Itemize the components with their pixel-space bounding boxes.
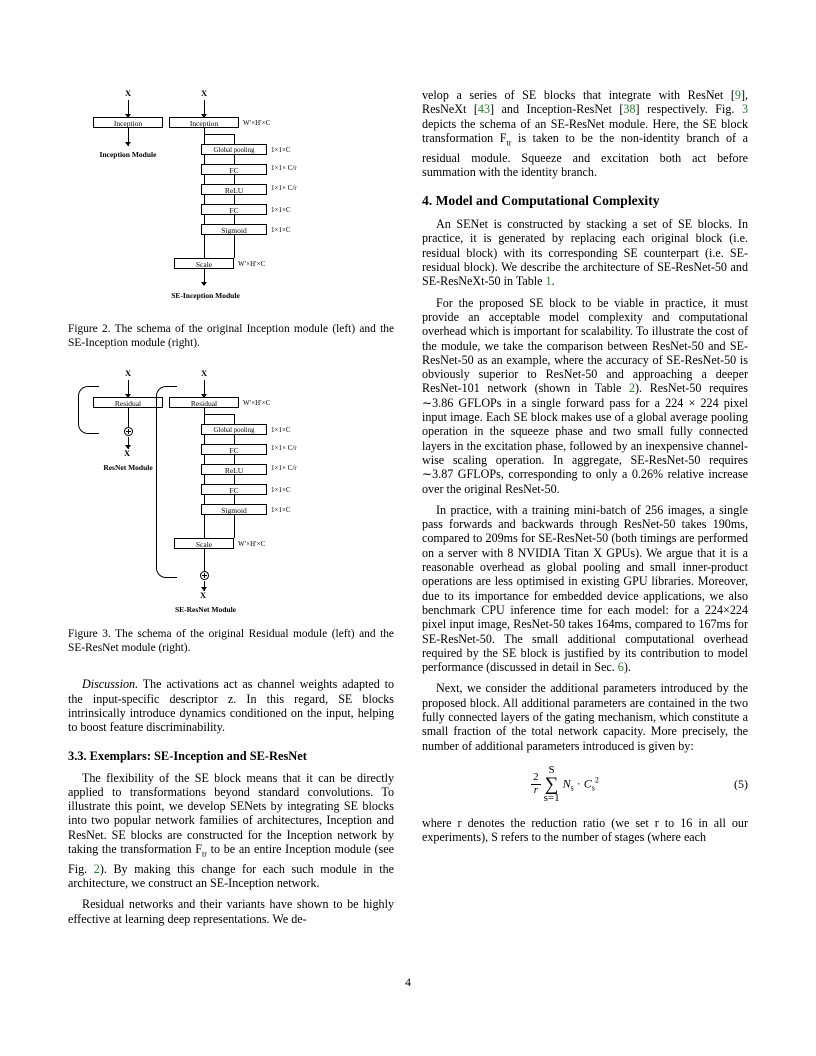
fig3-right-dim-residual: W′×H′×C [243, 399, 271, 408]
right-paragraph-5: Next, we consider the additional parameters introduced by the proposed block. All additional parameters are contained in the two fully connected layers of the gating mechanism, which constitute a small fraction of the total network capacity. More precisely, the number of additional parameters introduced is given by: [422, 681, 748, 753]
fig3-right-input-label: X [201, 368, 208, 379]
left-paragraph-2: Residual networks and their variants have shown to be highly effective at learning deep representations. We de- [68, 897, 394, 926]
fig2-right-branch-h [204, 134, 234, 135]
two-column-layout [68, 88, 748, 926]
fig3-right-out-line [204, 549, 205, 571]
right-paragraph-6: where r denotes the reduction ratio (we set r to 16 in all our experiments), S refers to the number of stages (where each [422, 815, 748, 845]
subsection-title-3-3: 3.3. Exemplars: SE-Inception and SE-ResNet [68, 748, 307, 763]
fig2-right-l5 [234, 235, 235, 258]
citation-43[interactable]: 43 [477, 102, 490, 117]
fig3-right-block-fc2: FC [201, 484, 267, 495]
right-p1-d: ] respectively. Fig. [635, 102, 742, 117]
fig2-right-l4 [234, 215, 235, 224]
fig-ref-3[interactable]: 3 [741, 102, 749, 117]
figure-2 [68, 88, 394, 313]
fig3-right-l2 [234, 455, 235, 464]
fig3-right-l4 [234, 495, 235, 504]
citation-9[interactable]: 9 [734, 88, 741, 102]
fig3-right-dim-globalpool: 1×1×C [271, 426, 291, 435]
fig2-left-block-inception: Inception [93, 117, 163, 128]
fig2-left-input-label: X [125, 88, 132, 98]
fig2-right-input-label: X [201, 88, 208, 98]
discussion-lead: Discussion. [82, 677, 139, 692]
fig3-right-block-relu: ReLU [201, 464, 267, 475]
right-paragraph-1 [422, 88, 748, 179]
left-p1-a: The flexibility of the SE block means that it can be directly applied to transformations beyond standard convolutions. To illustrate this point, we develop SENets by integrating SE blocks into two popular network families of architectures, Inception and ResNet. SE blocks are constructed for the Inception network by taking the transformation F [68, 770, 394, 857]
table-ref-1[interactable]: 1 [545, 274, 552, 289]
equation-c-sub: s [591, 783, 595, 793]
fig2-left-arrow-2 [125, 142, 131, 146]
left-paragraph-1 [68, 771, 394, 891]
fig3-right-sum-circle [200, 571, 209, 580]
right-p1-f: is taken to be the non-identity branch of a residual module. Squeeze and excitation both act before summation with the identity branch. [422, 130, 748, 179]
equation-5-formula [422, 765, 708, 804]
fig2-right-dim-relu: 1×1× C/r [271, 184, 297, 192]
fig2-right-module-name: SE-Inception Module [171, 291, 240, 300]
fig2-right-l1 [234, 155, 235, 164]
fig3-right-l5 [234, 515, 235, 538]
fig3-left-sum-circle [124, 427, 133, 436]
right-p1-e: depicts the schema of an SE-ResNet module. Here, the SE block transformation F [422, 116, 748, 145]
fig2-right-block-fc2: FC [201, 204, 267, 215]
fig-ref-2[interactable]: 2 [93, 861, 100, 876]
fig2-right-out-arrow [201, 282, 207, 286]
fig2-right-branch-v [234, 134, 235, 144]
right-paragraph-2 [422, 217, 748, 288]
fig3-left-module-name: ResNet Module [103, 463, 153, 473]
page-content [68, 88, 748, 968]
fig2-right-dim-sigmoid: 1×1×C [271, 226, 291, 234]
fig3-left-block-residual: Residual [93, 397, 163, 408]
figure-3 [68, 368, 394, 618]
fig3-right-block-scale: Scale [174, 538, 234, 549]
fig3-right-dim-fc1: 1×1× C/r [271, 444, 297, 453]
fig3-left-skip-curve [78, 386, 99, 434]
fig2-right-dim-inception: W′×H′×C [243, 119, 271, 127]
fig2-right-dim-fc2: 1×1×C [271, 206, 291, 214]
equation-frac-top: 2 [533, 771, 539, 784]
fig2-right-l3 [234, 195, 235, 204]
fig2-right-dim-scale: W′×H′×C [238, 260, 266, 268]
left-p1-sub: tr [202, 849, 207, 859]
fig3-right-l3 [234, 475, 235, 484]
equation-frac-bot: r [533, 783, 538, 796]
equation-fraction [531, 772, 541, 796]
fig3-right-output-label: X [200, 590, 207, 601]
fig2-right-block-fc1: FC [201, 164, 267, 175]
section-ref-6[interactable]: 6 [617, 660, 624, 675]
figure-3-caption: Figure 3. The schema of the original Residual module (left) and the SE-ResNet module (right). [68, 628, 394, 654]
figure-2-diagram [68, 88, 394, 313]
right-p3-b: ). ResNet-50 requires ∼3.86 GFLOPs in a single forward pass for a 224 × 224 pixel input image. Each SE block makes use of a global average pooling operation in the squeeze phase and two small fully connected layers in the excitation phase, followed by an inexpensive channel-wise scaling operation. In aggregate, SE-ResNet-50 requires ∼3.87 GFLOPs, corresponding to only a 0.26% relative increase over the original ResNet-50. [422, 381, 748, 496]
fig2-right-l2 [234, 175, 235, 184]
fig3-left-output-label: X [124, 448, 131, 459]
equation-dot: · [576, 776, 581, 791]
left-column [68, 88, 394, 926]
fig3-right-block-residual: Residual [169, 397, 239, 408]
right-p1-sub: tr [506, 138, 512, 148]
page-number: 4 [405, 975, 411, 989]
fig3-left-line-2 [128, 408, 129, 427]
fig3-right-module-name: SE-ResNet Module [174, 605, 237, 615]
fig3-right-skip-curve [156, 386, 177, 578]
equation-sum-top: S [548, 763, 555, 776]
discussion-paragraph [68, 677, 394, 734]
fig3-right-branch-v [234, 414, 235, 424]
fig2-right-block-inception: Inception [169, 117, 239, 128]
right-p3-a: For the proposed SE block to be viable in practice, it must provide an acceptable model complexity and computational overhead which is important for scalability. To illustrate the cost of the module, we take the comparison between ResNet-50 and SE-ResNet-50 as an example, where the accuracy of SE-ResNet-50 is obviously superior to ResNet-50 and approaching a deeper ResNet-101 network (shown in Table [422, 295, 748, 396]
equation-sum-symbol: ∑ [544, 773, 559, 795]
fig2-right-block-globalpool: Global pooling [201, 144, 267, 155]
table-ref-2[interactable]: 2 [628, 381, 636, 396]
fig3-right-dim-fc2: 1×1×C [271, 486, 291, 495]
right-p1-c: ] and Inception-ResNet [ [490, 102, 624, 117]
fig3-left-input-label: X [125, 368, 132, 379]
equation-sum-bottom: s=1 [543, 791, 560, 804]
fig3-right-dim-scale: W′×H′×C [238, 540, 266, 549]
figure-2-caption: Figure 2. The schema of the original Inception module (left) and the SE-Inception module (right). [68, 323, 394, 349]
right-p4-b: ). [623, 660, 631, 675]
equation-5-number: (5) [734, 776, 748, 791]
right-p1-b: ], ResNeXt [ [422, 88, 748, 117]
equation-n-var: N [562, 776, 571, 791]
section-title-4: 4. Model and Computational Complexity [422, 193, 660, 209]
fig2-right-block-scale: Scale [174, 258, 234, 269]
fig2-right-block-relu: ReLU [201, 184, 267, 195]
right-paragraph-3 [422, 296, 748, 496]
equation-summation [544, 765, 560, 804]
fig3-right-branch-h [204, 414, 234, 415]
left-p1-b: to be an entire Inception module (see Fig. [68, 842, 394, 876]
right-p2-a: An SENet is constructed by stacking a set of SE blocks. In practice, it is generated by replacing each original block (i.e. residual block) with its corresponding SE counterpart (i.e. SE-residual block). We describe the architecture of SE-ResNet-50 and SE-ResNeXt-50 in Table [422, 217, 748, 289]
fig2-left-module-name: Inception Module [99, 150, 157, 159]
equation-5 [422, 765, 748, 804]
fig3-right-dim-relu: 1×1× C/r [271, 464, 297, 473]
equation-c-var: C [583, 776, 592, 791]
discussion-body: The activations act as channel weights adapted to the input-specific descriptor z. In this regard, SE blocks intrinsically introduce dynamics conditioned on the input, helping to boost feature discriminability. [68, 677, 394, 735]
left-p1-c: ). By making this change for each such module in the architecture, we construct an SE-Inception network. [68, 861, 394, 891]
right-p1-a: velop a series of SE blocks that integrate with ResNet [ [422, 88, 735, 102]
equation-c-sup: 2 [594, 775, 599, 785]
right-column [422, 88, 748, 926]
fig3-right-block-sigmoid: Sigmoid [201, 504, 267, 515]
right-p4-a: In practice, with a training mini-batch of 256 images, a single pass forwards and backwards through ResNet-50 takes 190ms, compared to 209ms for SE-ResNet-50 (both timings are performed on a server with 8 NVIDIA Titan X GPUs). We argue that it is a reasonable overhead as global pooling and small inner-product operations are less optimised in existing GPU libraries. Moreover, due to its importance for embedded device applications, we also benchmark CPU inference time for each model: for a 224×224 pixel input image, ResNet-50 takes 164ms, compared to 167ms for SE-ResNet-50. The small additional computational overhead required by the SE block is justified by its contribution to model performance (discussed in detail in Sec. [422, 502, 748, 675]
fig2-right-dim-fc1: 1×1× C/r [271, 164, 297, 172]
right-p2-b: . [551, 274, 555, 289]
fig2-right-block-sigmoid: Sigmoid [201, 224, 267, 235]
fig3-right-l1 [234, 435, 235, 444]
fig3-right-block-globalpool: Global pooling [201, 424, 267, 435]
right-paragraph-4 [422, 503, 748, 675]
fig2-right-dim-globalpool: 1×1×C [271, 146, 291, 154]
citation-38[interactable]: 38 [623, 102, 636, 117]
fig3-right-dim-sigmoid: 1×1×C [271, 506, 291, 515]
fig3-right-block-fc1: FC [201, 444, 267, 455]
figure-3-diagram [68, 368, 394, 618]
equation-n-sub: s [570, 783, 574, 793]
